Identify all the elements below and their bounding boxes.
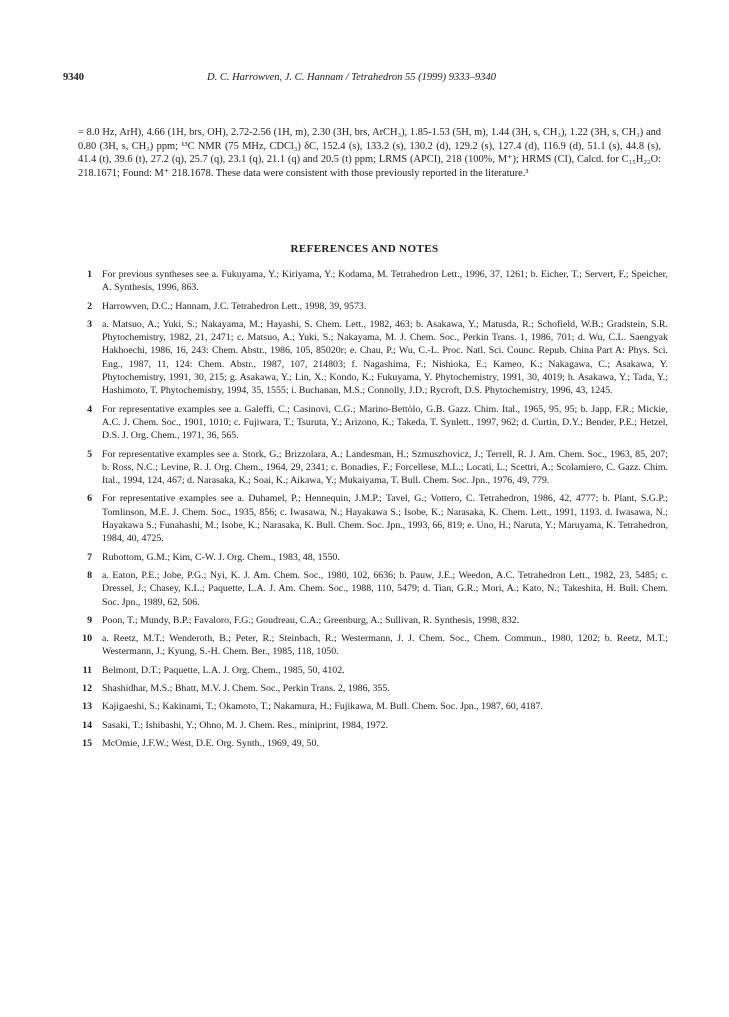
reference-text: For representative examples see a. Stork, G.; Brizzolara, A.; Landesman, H.; Szmuszhovicz, J.; Terrell, R. J. Am. Chem. Soc., 1963, 85, 207; b. Ross, N.C.; Levine, R. J. Org. Chem., 1964, 29, 2341; c. Bonadies, F.; Forcellese, M.L.; Locati, L.; Scettri, A.; Scolamiero, C. Gazz. Chim. Ital., 1994, 124, 467; d. Narasaka, K.; Soai, K.; Aikawa, Y.; Mukaiyama, T. Bull. Chem. Soc. Jpn., 1976, 49, 779. — [102, 448, 668, 487]
reference-text: For representative examples see a. Galeffi, C.; Casinovi, C.G.; Marino-Bettòlo, G.B. Gazz. Chim. Ital., 1965, 95, 95; b. Japp, F.R.; Mickie, A.C. J. Chem. Soc., 1901, 1010; c. Fujiwara, T.; Tsuruta, Y.; Arizono, K.; Takeda, T. Synlett., 1997, 962; d. Curtin, D.Y.; Bender, P.E.; Hetzel, D.S. J. Org. Chem., 1971, 36, 565. — [102, 403, 668, 442]
page-header — [63, 72, 675, 86]
experimental-text: = 8.0 Hz, ArH), 4.66 (1H, brs, OH), 2.72-2.56 (1H, m), 2.30 (3H, brs, ArCH₃), 1.85-1.53 (5H, m), 1.44 (3H, s, CH₃), 1.22 (3H, s, CH₃) and 0.80 (3H, s, CH₃) ppm; ¹³C NMR (75 MHz, CDCl₃) δC, 152.4 (s), 133.2 (s), 130.2 (d), 129.2 (s), 127.4 (d), 116.9 (d), 51.1 (s), 44.8 (s), 41.4 (t), 39.6 (t), 27.2 (q), 25.7 (q), 23.1 (q), 21.1 (q) and 20.5 (t) ppm; LRMS (APCI), 218 (100%, M⁺); HRMS (CI), Calcd. for C₁₅H₂₂O: 218.1671; Found: M⁺ 218.1678. These data were consistent with those previously reported in the literature.³ — [78, 127, 661, 179]
reference-text: Rubottom, G.M.; Kim, C-W. J. Org. Chem., 1983, 48, 1550. — [102, 551, 340, 563]
reference-text: Poon, T.; Mundy, B.P.; Favaloro, F.G.; Goudreau, C.A.; Greenburg, A.; Sullivan, R. Synthesis, 1998, 832. — [102, 614, 520, 626]
reference-text: a. Reetz, M.T.; Wenderoth, B.; Peter, R.; Steinbach, R.; Westermann, J. J. Chem. Soc., Chem. Commun., 1980, 1202; b. Reetz, M.T.; Westermann, J.; Kyung, S.-H. Chem. Ber., 1985, 118, 1050. — [102, 633, 668, 658]
reference-text: McOmie, J.F.W.; West, D.E. Org. Synth., 1969, 49, 50. — [102, 737, 319, 749]
reference-number: 14 — [82, 719, 92, 731]
reference-text: Belmont, D.T.; Paquette, L.A. J. Org. Chem., 1985, 50, 4102. — [102, 664, 345, 676]
reference-item — [78, 403, 668, 443]
reference-item — [78, 569, 668, 609]
reference-number: 15 — [82, 737, 92, 749]
reference-item — [78, 664, 668, 677]
references-heading: REFERENCES AND NOTES — [290, 243, 439, 255]
reference-item — [78, 268, 668, 295]
reference-number: 12 — [82, 683, 92, 695]
reference-text: For representative examples see a. Duhamel, P.; Hennequin, J.M.P.; Tavel, G.; Vottero, C. Tetrahedron, 1986, 42, 4777; b. Plant, S.G.P.; Tomlinson, M.E. J. Chem. Soc., 1935, 856; c. Iwasawa, N.; Hayakawa S.; Isobe, K.; Narasaka, K. Chem. Lett., 1991, 1193. d. Iwasawa, N.; Hayakawa S.; Funahashi, M.; Isobe, K.; Narasaka, K. Bull. Chem. Soc. Jpn., 1993, 66, 819; e. Uno, H.; Naruta, Y.; Maruyama, K. Tetrahedron, 1984, 40, 4725. — [102, 493, 668, 545]
reference-number: 4 — [87, 403, 92, 415]
reference-text: Kajigaeshi, S.; Kakinami, T.; Okamoto, T.; Nakamura, H.; Fujikawa, M. Bull. Chem. Soc. Jpn., 1987, 60, 4187. — [102, 701, 543, 713]
reference-item — [78, 632, 668, 659]
reference-number: 13 — [82, 701, 92, 713]
running-head: D. C. Harrowven, J. C. Hannam / Tetrahedron 55 (1999) 9333–9340 — [207, 72, 497, 83]
reference-item — [78, 318, 668, 398]
reference-item — [78, 719, 668, 732]
reference-text: For previous syntheses see a. Fukuyama, Y.; Kiriyama, Y.; Kodama, M. Tetrahedron Lett., 1996, 37, 1261; b. Eicher, T.; Servert, F.; Speicher, A. Synthesis, 1996, 863. — [102, 269, 668, 294]
experimental-paragraph — [78, 126, 661, 180]
reference-number: 5 — [87, 448, 92, 460]
reference-item — [78, 614, 668, 627]
reference-number: 9 — [87, 614, 92, 626]
reference-number: 7 — [87, 551, 92, 563]
reference-item — [78, 448, 668, 488]
references-list — [78, 268, 668, 755]
reference-number: 3 — [87, 318, 92, 330]
reference-number: 1 — [87, 269, 92, 280]
reference-item — [78, 682, 668, 695]
reference-text: Sasaki, T.; Ishibashi, Y.; Ohno, M. J. Chem. Res., miniprint, 1984, 1972. — [102, 719, 389, 731]
reference-item — [78, 551, 668, 564]
reference-text: a. Eaton, P.E.; Jobe, P.G.; Nyi, K. J. Am. Chem. Soc., 1980, 102, 6636; b. Pauw, J.E.; Weedon, A.C. Tetrahedron Lett., 1982, 23, 5485; c. Dressel, J.; Chasey, K.L.; Paquette, L.A. J. Am. Chem. Soc., 1988, 110, 5479; d. Tian, G.R.; Mori, A.; Kato, N.; Takeshita, H. Bull. Chem. Soc. Jpn., 1989, 62, 506. — [102, 569, 668, 608]
reference-item — [78, 300, 668, 313]
reference-number: 10 — [82, 633, 92, 645]
reference-number: 6 — [87, 493, 92, 505]
reference-text: Shashidhar, M.S.; Bhatt, M.V. J. Chem. Soc., Perkin Trans. 2, 1986, 355. — [102, 683, 390, 695]
reference-number: 11 — [82, 664, 92, 676]
reference-number: 8 — [87, 569, 92, 581]
reference-item — [78, 700, 668, 713]
reference-number: 2 — [87, 300, 92, 312]
reference-item — [78, 492, 668, 545]
reference-item — [78, 737, 668, 750]
page-number: 9340 — [63, 72, 84, 83]
reference-text: a. Matsuo, A.; Yuki, S.; Nakayama, M.; Hayashi, S. Chem. Lett., 1982, 463; b. Asakawa, Y.; Matusda, R.; Schofield, W.B.; Gradstein, S.R. Phytochemistry, 1982, 21, 2471; c. Matsuo, A.; Yuki, S.; Nakayama, M. J. Chem. Soc., Perkin Trans. 1, 1986, 701; d. Wu, C.L. Saengyak Hakhoechi, 1986, 16, 243: Chem. Abstr., 1986, 105, 85020r; e. Chau, P.; Wu, C.-L. Proc. Natl. Sci. Counc. Repub. China Part A: Phys. Sci. Eng., 1987, 11, 124: Chem. Abstr., 1987, 107, 214803; f. Nagashima, F.; Nishioka, E.; Kameo, K.; Nakagawa, C.; Asakawa, Y. Phytochemistry, 1991, 30, 215; g. Asakawa, Y.; Lin, X.; Kondo, K.; Fukuyama, Y. Phytochemistry, 1991, 30, 4019; h. Asakawa, Y.; Tada, Y.; Hashimoto, T. Phytochemistry, 1994, 35, 1555; i. Buchanan, M.S.; Connolly, J.D.; Rycroft, D.S. Phytochemistry, 1996, 43, 1245. — [102, 318, 668, 397]
reference-text: Harrowven, D.C.; Hannam, J.C. Tetrahedron Lett., 1998, 39, 9573. — [102, 300, 367, 312]
